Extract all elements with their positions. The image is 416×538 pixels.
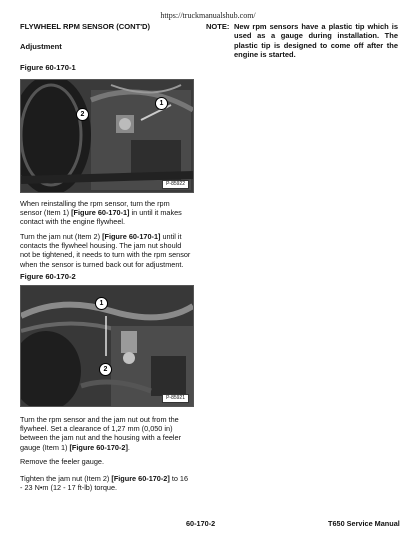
figure-1-code: P-85922 (162, 180, 189, 189)
paragraph-1: When reinstalling the rpm sensor, turn the rpm sensor (Item 1) [Figure 60-170-1] in until it makes contact with the engine flywheel. (20, 199, 182, 227)
figure-1-photo (20, 79, 194, 193)
subsection-title: Adjustment (20, 42, 62, 51)
figure-1-callout-1: 1 (155, 97, 168, 110)
figure-2-callout-1: 1 (95, 297, 108, 310)
figure-2-title: Figure 60-170-2 (20, 272, 76, 281)
footer-page-number: 60-170-2 (186, 519, 216, 528)
note-text: New rpm sensors have a plastic tip which is used as a gauge during installation. The plastic tip is designed to come off after the engine is started. (234, 22, 398, 60)
figure-2-code: P-85921 (162, 394, 189, 403)
footer-manual-title: T650 Service Manual (328, 519, 400, 528)
note-label: NOTE: (206, 22, 230, 31)
paragraph-2: Turn the jam nut (Item 2) [Figure 60-170-1] until it contacts the flywheel housing. The jam nut should not be tightened, it needs to turn with the rpm sensor when the sensor is turned back out for adjustment. (20, 232, 191, 269)
figure-2-photo (20, 285, 194, 407)
paragraph-5: Tighten the jam nut (Item 2) [Figure 60-170-2] to 16 - 23 N•m (12 - 17 ft-lb) torque. (20, 474, 189, 493)
figure-1-title: Figure 60-170-1 (20, 63, 76, 72)
paragraph-3: Turn the rpm sensor and the jam nut out from the flywheel. Set a clearance of 1,27 mm (0,050 in) between the jam nut and the housing with a feeler gauge (Item 1) [Figure 60-170-2]. (20, 415, 182, 452)
figure-1-callout-2: 2 (76, 108, 89, 121)
note-block (206, 22, 398, 60)
left-column (20, 22, 192, 72)
paragraph-4: Remove the feeler gauge. (20, 457, 104, 466)
figure-2-title-wrap (20, 272, 192, 281)
figure-2-callout-2: 2 (99, 363, 112, 376)
section-title: FLYWHEEL RPM SENSOR (CONT'D) (20, 22, 151, 31)
source-url: https://truckmanualshub.com/ (160, 11, 256, 20)
